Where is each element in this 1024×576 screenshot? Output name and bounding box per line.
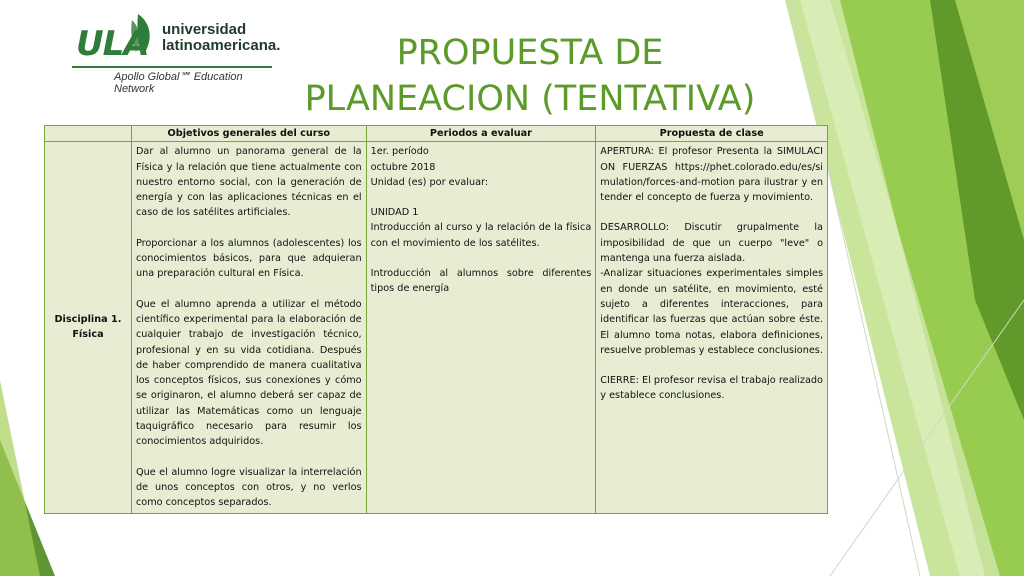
objetivo-paragraph: Dar al alumno un panorama general de la Física y la relación que tiene actualmente con nuestro entorno social, con la generación de energía y con las aplicaciones técnicas en el caso de los satélites artificiales. [135,146,362,219]
propuesta-paragraph: APERTURA: El profesor Presenta la SIMULACION FUERZAS https://phet.colorado.edu/es/simulation/forces-and-motion para ilustrar y entender el concepto de fuerza y movimiento. [600,146,823,204]
logo-tagline: Apollo Global℠ Education Network [114,71,243,95]
logo-name [162,22,280,54]
objetivo-paragraph: Que el alumno aprenda a utilizar el método científico experimental para la elaboración de cualquier trabajo de investigación técnico, profesional y en su vida cotidiana. Después de haber comprendido de manera cualitativa los conceptos físicos, sus conexiones y cómo se originaron, el alumno deberá ser capaz de utilizar las Matemáticas como un lenguaje taquigráfico necesario para resumir los conocimientos adquiridos. [135,298,362,448]
page-title: PROPUESTA DE PLANEACION (TENTATIVA) [304,33,756,119]
periodo-paragraph: 1er. período octubre 2018 Unidad (es) por evaluar: [370,146,489,188]
row-label: Disciplina 1. Física [54,314,122,341]
propuesta-paragraph: CIERRE: El profesor revisa el trabajo realizado y establece conclusiones. [600,375,823,402]
row-label-cell [45,142,132,513]
logo-mark: ULA [76,24,149,64]
header-empty [45,126,132,142]
header-periodos: Periodos a evaluar [366,126,596,142]
logo-divider [72,66,272,68]
objetivo-paragraph: Proporcionar a los alumnos (adolescentes) los conocimientos básicos, para que adquieran una preparación cultural en Física. [135,237,362,280]
propuesta-cell [596,142,828,513]
university-logo [70,8,285,95]
planning-table [44,125,828,514]
table-row [45,142,828,513]
logo-name-line1: universidad [162,21,247,38]
periodo-paragraph: UNIDAD 1 Introducción al curso y la relación de la física con el movimiento de los satélites. [370,207,592,249]
periodos-cell [366,142,596,513]
periodo-paragraph: Introducción al alumnos sobre diferentes tipos de energía [370,268,592,295]
header-objetivos: Objetivos generales del curso [131,126,366,142]
propuesta-paragraph: DESARROLLO: Discutir grupalmente la imposibilidad de que un cuerpo "leve" o mantenga una fuerza aislada. -Analizar situaciones experimentales simples en donde un satélite, en movimiento, esté sujeto a diferentes interacciones, para identificar las fuerzas que actúan sobre éste. El alumno toma notas, elabora definiciones, resuelve problemas y establece conclusiones. [600,222,823,356]
logo-name-line2: latinoamericana. [162,37,281,54]
objetivo-paragraph: Que el alumno logre visualizar la interrelación de unos conceptos con otros, y no verlos como conceptos separados. [135,466,362,509]
table-header-row [45,126,828,142]
header-propuesta: Propuesta de clase [596,126,828,142]
objetivos-cell [131,142,366,513]
